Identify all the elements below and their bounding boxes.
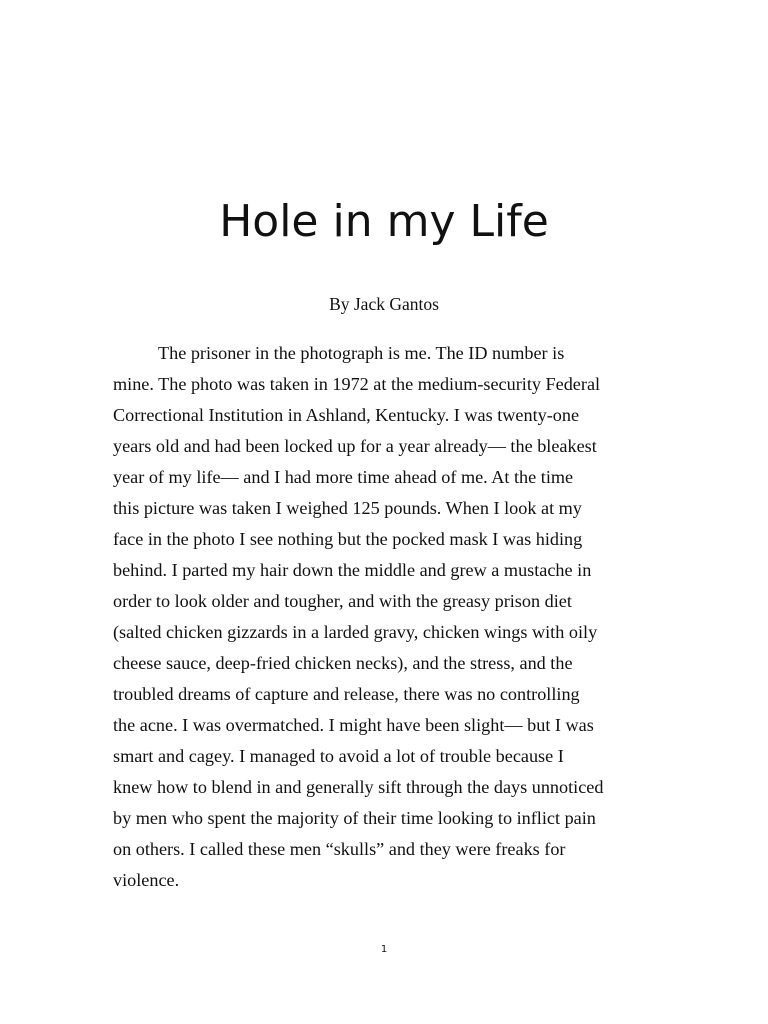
paragraph-line: knew how to blend in and generally sift through the days unnoticed <box>113 777 604 797</box>
paragraph-line: smart and cagey. I managed to avoid a lot of trouble because I <box>113 746 564 766</box>
paragraph-line: cheese sauce, deep-fried chicken necks), and the stress, and the <box>113 653 573 673</box>
paragraph-line: years old and had been locked up for a year already— the bleakest <box>113 436 597 456</box>
body-paragraph <box>113 338 661 896</box>
paragraph-line: order to look older and tougher, and with the greasy prison diet <box>113 591 572 611</box>
paragraph-line: The prisoner in the photograph is me. The ID number is <box>158 343 565 363</box>
paragraph-line: violence. <box>113 870 180 890</box>
paragraph-line: mine. The photo was taken in 1972 at the medium-security Federal <box>113 374 601 394</box>
byline: By Jack Gantos <box>329 294 439 314</box>
paragraph-line: on others. I called these men “skulls” and they were freaks for <box>113 839 566 859</box>
paragraph-line: this picture was taken I weighed 125 pounds. When I look at my <box>113 498 582 518</box>
paragraph-line: behind. I parted my hair down the middle and grew a mustache in <box>113 560 592 580</box>
paragraph-line: by men who spent the majority of their time looking to inflict pain <box>113 808 596 828</box>
document-title: Hole in my Life <box>219 196 549 247</box>
page-number: 1 <box>380 944 388 955</box>
paragraph-line: face in the photo I see nothing but the pocked mask I was hiding <box>113 529 583 549</box>
paragraph-line: year of my life— and I had more time ahead of me. At the time <box>113 467 574 487</box>
paragraph-line: Correctional Institution in Ashland, Kentucky. I was twenty-one <box>113 405 580 425</box>
paragraph-line: (salted chicken gizzards in a larded gravy, chicken wings with oily <box>113 622 598 642</box>
paragraph-line: troubled dreams of capture and release, there was no controlling <box>113 684 580 704</box>
paragraph-line: the acne. I was overmatched. I might have been slight— but I was <box>113 715 594 735</box>
